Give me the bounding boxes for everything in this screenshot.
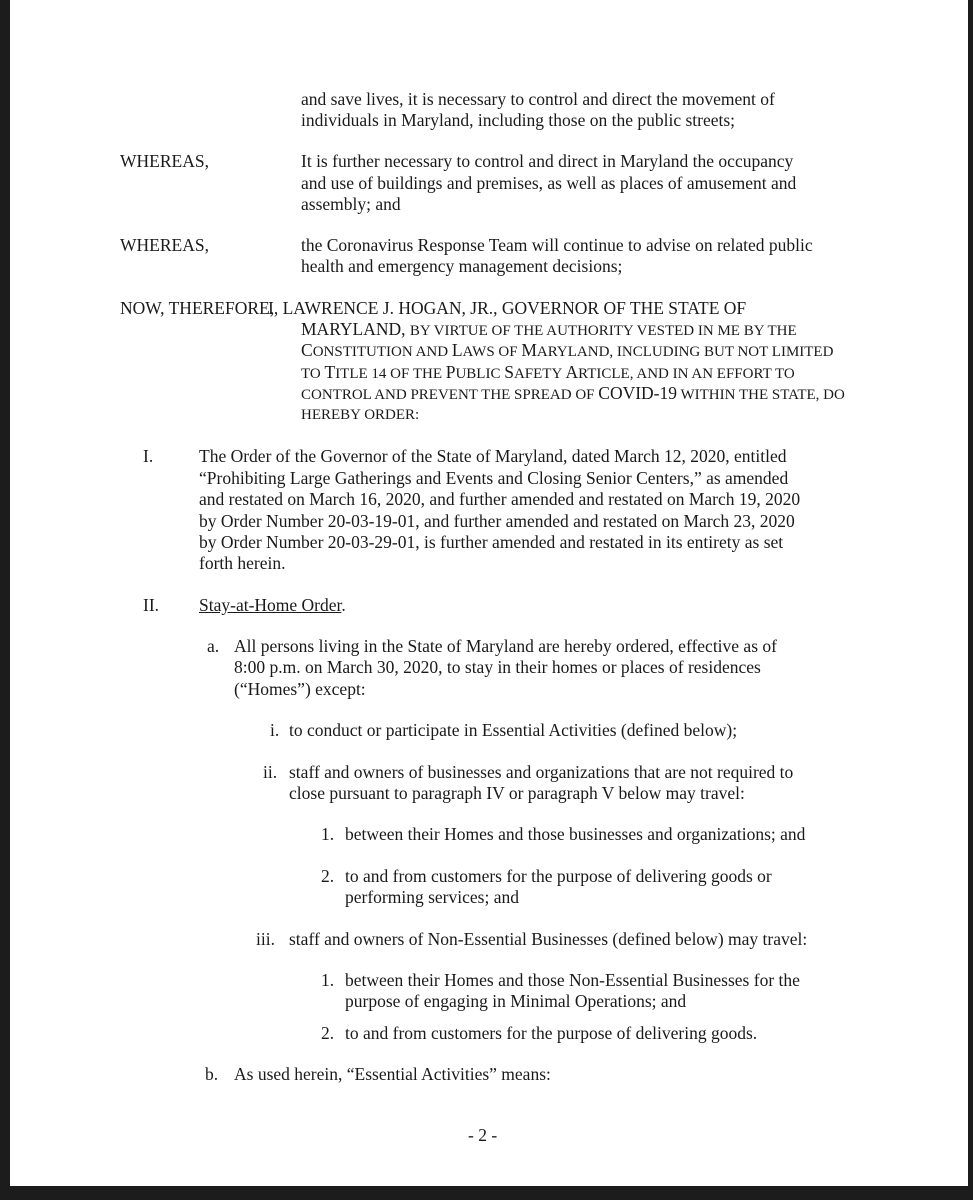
- now-therefore-line-1: I, LAWRENCE J. HOGAN, JR., GOVERNOR OF THE STATE OF: [268, 298, 747, 318]
- item-ii-marker: ii.: [263, 762, 278, 782]
- item-ii-2-line-1: to and from customers for the purpose of delivering goods or: [345, 866, 772, 886]
- now-therefore-line-4: TO TITLE 14 OF THE PUBLIC SAFETY ARTICLE, AND IN AN EFFORT TO: [301, 362, 795, 382]
- section-I-numeral: I.: [143, 446, 154, 466]
- whereas-1-line-1: It is further necessary to control and direct in Maryland the occupancy: [301, 151, 794, 171]
- now-therefore-line-3: CONSTITUTION AND LAWS OF MARYLAND, INCLUDING BUT NOT LIMITED: [301, 340, 834, 360]
- item-iii-1-line-2: purpose of engaging in Minimal Operations; and: [345, 991, 687, 1011]
- section-I-line-1: The Order of the Governor of the State of Maryland, dated March 12, 2020, entitled: [199, 446, 787, 466]
- whereas-label-2: WHEREAS,: [120, 235, 209, 255]
- item-iii-1-line-1: between their Homes and those Non-Essential Businesses for the: [345, 970, 800, 990]
- now-therefore-line-2: MARYLAND, BY VIRTUE OF THE AUTHORITY VESTED IN ME BY THE: [301, 319, 797, 339]
- now-therefore-line-5: CONTROL AND PREVENT THE SPREAD OF COVID-19 WITHIN THE STATE, DO: [301, 383, 845, 403]
- section-II-numeral: II.: [143, 595, 160, 615]
- item-iii-text: staff and owners of Non-Essential Businesses (defined below) may travel:: [289, 929, 808, 949]
- section-I-line-5: by Order Number 20-03-29-01, is further amended and restated in its entirety as set: [199, 532, 784, 552]
- now-therefore-line-6: HEREBY ORDER:: [301, 407, 420, 423]
- item-ii-line-1: staff and owners of businesses and organizations that are not required to: [289, 762, 794, 782]
- item-ii-1-text: between their Homes and those businesses and organizations; and: [345, 824, 806, 844]
- item-b-marker: b.: [205, 1064, 219, 1084]
- item-i-marker: i.: [270, 720, 280, 740]
- item-ii-line-2: close pursuant to paragraph IV or paragraph V below may travel:: [289, 783, 745, 803]
- item-iii-1-marker: 1.: [321, 970, 335, 990]
- page-number: - 2 -: [468, 1125, 498, 1145]
- item-a-line-2: 8:00 p.m. on March 30, 2020, to stay in their homes or places of residences: [234, 657, 761, 677]
- document-page: [10, 0, 968, 1186]
- right-border: [968, 0, 973, 1200]
- item-i-text: to conduct or participate in Essential Activities (defined below);: [289, 720, 738, 740]
- item-a-line-3: (“Homes”) except:: [234, 679, 366, 699]
- item-a-line-1: All persons living in the State of Maryland are hereby ordered, effective as of: [234, 636, 777, 656]
- item-ii-2-line-2: performing services; and: [345, 887, 519, 907]
- section-I-line-2: “Prohibiting Large Gatherings and Events and Closing Senior Centers,” as amended: [199, 468, 789, 488]
- section-I-line-6: forth herein.: [199, 553, 286, 573]
- whereas-2-line-1: the Coronavirus Response Team will continue to advise on related public: [301, 235, 813, 255]
- section-II-heading: Stay-at-Home Order.: [199, 595, 346, 615]
- section-I-line-3: and restated on March 16, 2020, and further amended and restated on March 19, 2020: [199, 489, 801, 509]
- whereas-2-line-2: health and emergency management decisions;: [301, 256, 623, 276]
- section-I-line-4: by Order Number 20-03-19-01, and further amended and restated on March 23, 2020: [199, 511, 795, 531]
- left-border: [0, 0, 10, 1200]
- whereas-label-1: WHEREAS,: [120, 151, 209, 171]
- item-b-text: As used herein, “Essential Activities” means:: [234, 1064, 551, 1084]
- now-therefore-label: NOW, THEREFORE,: [120, 298, 275, 318]
- item-ii-2-marker: 2.: [321, 866, 335, 886]
- continuation-line-2: individuals in Maryland, including those on the public streets;: [301, 110, 736, 130]
- item-ii-1-marker: 1.: [321, 824, 335, 844]
- bottom-border: [0, 1186, 973, 1200]
- item-iii-2-text: to and from customers for the purpose of delivering goods.: [345, 1023, 758, 1043]
- continuation-line-1: and save lives, it is necessary to control and direct the movement of: [301, 89, 775, 109]
- item-iii-marker: iii.: [256, 929, 275, 949]
- whereas-1-line-2: and use of buildings and premises, as well as places of amusement and: [301, 173, 797, 193]
- item-iii-2-marker: 2.: [321, 1023, 335, 1043]
- item-a-marker: a.: [207, 636, 220, 656]
- whereas-1-line-3: assembly; and: [301, 194, 401, 214]
